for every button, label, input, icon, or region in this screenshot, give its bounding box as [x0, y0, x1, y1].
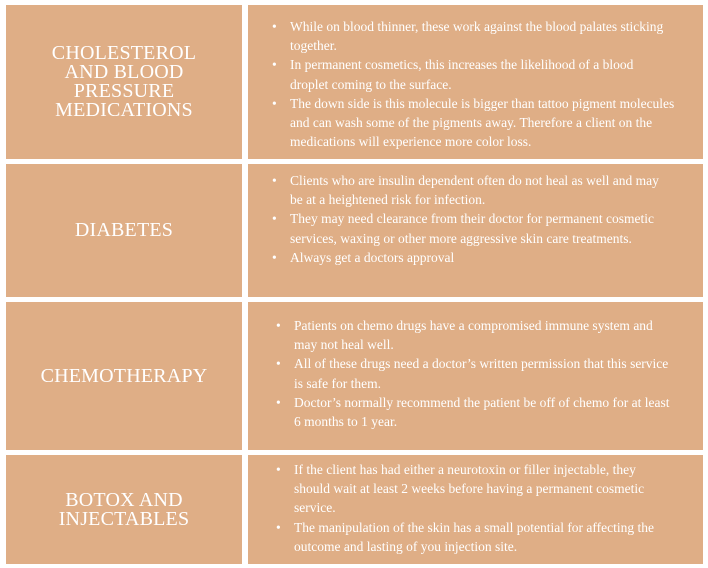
list-item-text: Clients who are insulin dependent often do not heal as well and may be at a heightened risk for infection. [290, 173, 659, 208]
list-item [272, 17, 675, 55]
list-item-text: While on blood thinner, these work against the blood palates sticking together. [290, 19, 664, 54]
list-item [276, 518, 675, 556]
list-item [272, 94, 675, 152]
row-heading-cell [6, 164, 242, 297]
bullet-icon: • [276, 519, 281, 535]
list-item-text: They may need clearance from their doctor for permanent cosmetic services, waxing or other more aggressive skin care treatments. [290, 211, 654, 246]
row-heading: DIABETES [74, 219, 174, 241]
row-heading: CHEMOTHERAPY [40, 364, 208, 387]
row-content-cell [248, 164, 703, 297]
bullet-list [276, 460, 675, 556]
row-content-cell [248, 5, 703, 159]
row-heading-cell [6, 302, 242, 450]
list-item-text: Doctor’s normally recommend the patient be off of chemo for at least 6 months to 1 year. [294, 394, 670, 430]
row-content-cell [248, 302, 703, 450]
bullet-icon: • [276, 318, 281, 333]
bullet-icon: • [272, 173, 277, 188]
list-item [272, 248, 675, 267]
bullet-list [272, 17, 675, 151]
table-row [6, 302, 703, 450]
bullet-list [276, 316, 675, 431]
list-item [276, 354, 675, 392]
row-heading: BOTOX AND INJECTABLES [58, 488, 190, 530]
list-item-text: The manipulation of the skin has a small potential for affecting the outcome and lasting of you injection site. [294, 519, 655, 554]
bullet-icon: • [272, 95, 277, 111]
list-item [272, 209, 675, 247]
bullet-icon: • [276, 394, 281, 410]
table-row [6, 5, 703, 159]
bullet-icon: • [272, 19, 277, 34]
bullet-icon: • [272, 211, 277, 227]
list-item-text: The down side is this molecule is bigger than tattoo pigment molecules and can wash some of the pigments away. Therefore a client on the medications will experience more color loss. [290, 95, 675, 150]
list-item [276, 460, 675, 518]
list-item-text: Always get a doctors approval [290, 249, 455, 265]
list-item [276, 316, 675, 354]
table-row [6, 455, 703, 564]
bullet-icon: • [272, 57, 277, 73]
bullet-icon: • [276, 462, 281, 477]
list-item-text: Patients on chemo drugs have a compromised immune system and may not heal well. [294, 318, 653, 353]
table-row [6, 164, 703, 297]
bullet-icon: • [276, 356, 281, 372]
list-item [272, 55, 675, 93]
row-heading-cell [6, 455, 242, 564]
row-heading: CHOLESTEROL AND BLOOD PRESSURE MEDICATIONS [51, 42, 197, 121]
list-item-text: All of these drugs need a doctor’s written permission that this service is safe for them. [294, 356, 669, 391]
list-item [272, 171, 675, 209]
bullet-icon: • [272, 249, 277, 265]
list-item-text: If the client has had either a neurotoxin or filler injectable, they should wait at least 2 weeks before having a permanent cosmetic service. [294, 462, 645, 516]
list-item [276, 393, 675, 431]
bullet-list [272, 171, 675, 267]
row-content-cell [248, 455, 703, 564]
row-heading-cell [6, 5, 242, 159]
list-item-text: In permanent cosmetics, this increases the likelihood of a blood droplet coming to the surface. [290, 57, 634, 92]
